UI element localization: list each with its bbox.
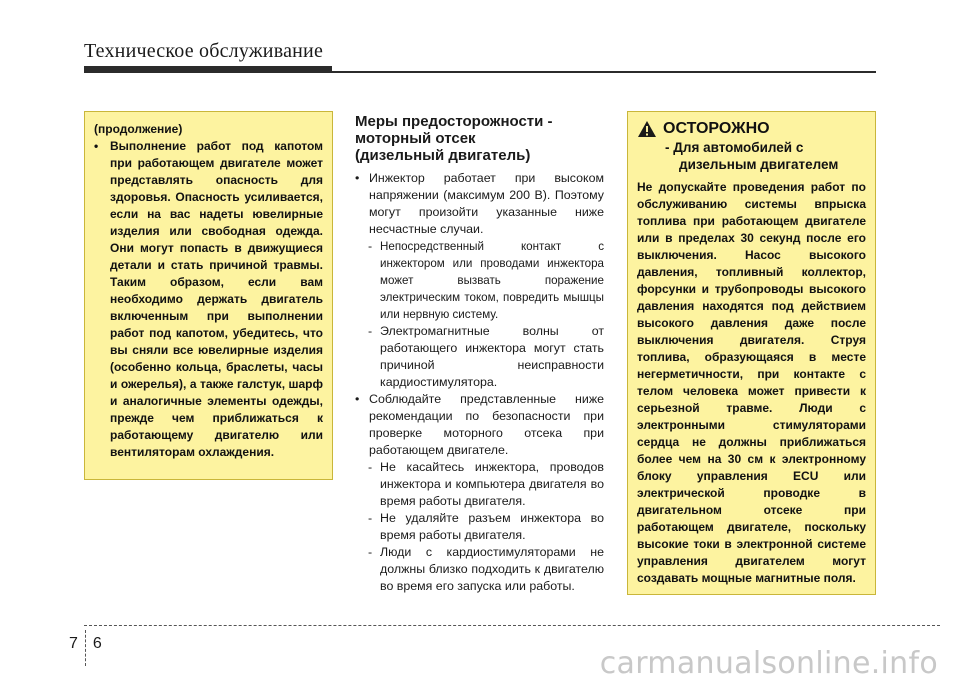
header-rule-thick [84, 66, 332, 73]
warning-header [637, 119, 866, 139]
warning-title: ОСТОРОЖНО [663, 120, 770, 137]
page-header-title: Техническое обслуживание [84, 40, 324, 62]
diesel-warning-box [627, 111, 876, 595]
dash-marker: - [368, 460, 373, 474]
sub-list-item [355, 459, 604, 510]
bullet-marker: • [94, 139, 99, 153]
continued-label: (продолжение) [94, 122, 183, 136]
list-item-text: Инжектор работает при высоком напряжении (максимум 200 В). Поэтому могут произойти указанные ниже несчастные случаи. [369, 171, 604, 236]
sub-list-item [355, 238, 604, 323]
sub-list-item [355, 544, 604, 595]
page-number-divider [85, 630, 86, 666]
continued-warning-box [84, 111, 333, 480]
warning-subtitle-line2: дизельным двигателем [679, 157, 839, 172]
footer-dashed-rule [84, 625, 940, 626]
bullet-marker: • [355, 392, 360, 406]
warning-subtitle [637, 139, 866, 173]
page-chapter: 7 [69, 635, 78, 652]
bullet-marker: • [355, 171, 360, 185]
dash-marker: - [368, 545, 373, 559]
sub-list-item-text: Электромагнитные волны от работающего инжектора могут стать причиной неисправности кардиостимулятора. [380, 324, 604, 389]
section-heading-line2: моторный отсек [355, 130, 476, 147]
list-item-text: Соблюдайте представленные ниже рекомендации по безопасности при проверке моторного отсека при работающем двигателе. [369, 392, 604, 457]
precautions-section [355, 113, 604, 595]
warning-subtitle-line1: - Для автомобилей с [665, 140, 804, 155]
sub-list-item-text: Непосредственный контакт с инжектором или проводами инжектора может вызвать поражение электрическим током, повредить мышцы или нервную систему. [380, 240, 604, 321]
section-heading [355, 113, 604, 164]
site-watermark: carmanualsonline.info [599, 646, 938, 681]
sub-list-item-text: Люди с кардиостимуляторами не должны близко подходить к двигателю во время его запуска или работы. [380, 545, 604, 593]
sub-list-item-text: Не касайтесь инжектора, проводов инжектора и компьютера двигателя во время работы двигателя. [380, 460, 604, 508]
sub-list-item [355, 510, 604, 544]
page-number-value: 6 [92, 635, 102, 652]
section-heading-line1: Меры предосторожности - [355, 113, 553, 130]
continued-bullet-text: Выполнение работ под капотом при работающем двигателе может представлять опасность для здоровья. Опасность усиливается, если на вас надеты ювелирные изделия или свободная одежда. Они могут попасть в движущиеся детали и стать причиной травмы. Таким образом, если вам необходимо держать двигатель включенным при выполнении работ под капотом, убедитесь, что вы сняли все ювелирные изделия (особенно кольца, браслеты, часы и ожерелья), а также галстук, шарф и аналогичные элементы одежды, прежде чем приближаться к работающему двигателю или вентиляторам охлаждения. [110, 139, 323, 459]
sub-list-item-text: Не удаляйте разъем инжектора во время работы двигателя. [380, 511, 604, 542]
sub-list-item [355, 323, 604, 391]
page-number [69, 626, 102, 662]
dash-marker: - [368, 239, 373, 253]
section-heading-line3: (дизельный двигатель) [355, 147, 531, 164]
warning-triangle-icon [637, 120, 657, 138]
dash-marker: - [368, 511, 373, 525]
continued-bullet-item [94, 138, 323, 461]
warning-body-text: Не допускайте проведения работ по обслуживанию системы впрыска топлива при работающем двигателе или в пределах 30 секунд после его выключения. Насос высокого давления, топливный коллектор, форсунки и трубопроводы высокого давления находятся под действием высокого давления даже после выключения двигателя. Струя топлива, образующаяся в месте негерметичности, при контакте с телом человека может привести к серьезной травме. Люди с электронными стимуляторами сердца не должны приближаться более чем на 30 см к электронному блоку управления ECU или электрической проводке в двигательном отсеке при работающем двигателе, поскольку высокие токи в электронной системе управления двигателем могут создавать мощные магнитные поля. [637, 180, 866, 585]
header-rule-thin [332, 71, 876, 73]
list-item [355, 170, 604, 238]
dash-marker: - [368, 324, 373, 338]
list-item [355, 391, 604, 459]
